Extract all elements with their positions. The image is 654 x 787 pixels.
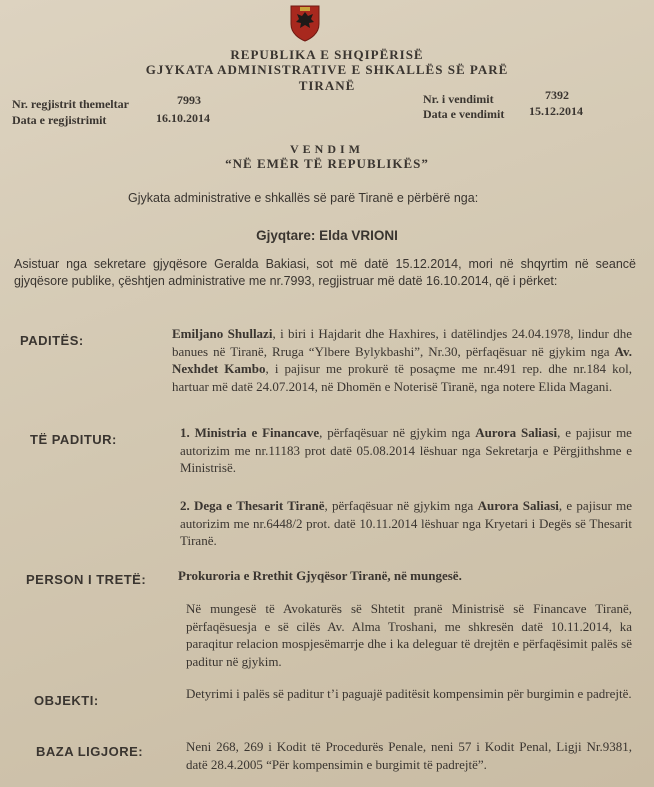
composition-line: Gjykata administrative e shkallës së parë Tiranë e përbërë nga: bbox=[128, 191, 479, 205]
decision-number-value: 7392 bbox=[545, 88, 569, 102]
third-party-label: PERSON I TRETË: bbox=[26, 572, 147, 587]
plaintiff-name: Emiljano Shullazi bbox=[172, 326, 273, 341]
legal-basis-text: Neni 268, 269 i Kodit të Procedurës Penale, neni 57 i Kodit Penal, Ligji Nr.9381, datë 28.4.2005 “Për kompensimin e burgimit të padrejtë”. bbox=[186, 739, 632, 772]
defendant-1-representative: Aurora Saliasi bbox=[475, 425, 558, 440]
registry-number-value: 7993 bbox=[177, 93, 201, 107]
decision-number-label: Nr. i vendimit bbox=[423, 92, 494, 106]
defendant-1-text-2: , e pajisur me autorizim me nr.11183 prot datë 05.08.2014 lëshuar nga Sekretarja e Përgjithshme e Ministrisë. bbox=[180, 425, 632, 475]
third-party-text: Në mungesë të Avokaturës së Shtetit pranë Ministrisë së Financave Tiranë, përfaqësuesja e së cilës Av. Alma Troshani, me shkresën datë 10.11.2014, ka paraqitur relacion mospjesëmarrje dhe i ka deleguar të drejtën e përfaqësimit palës së paditur në gjykim. bbox=[186, 601, 632, 669]
decision-title: VENDIM bbox=[290, 142, 364, 156]
defendant-1-name: 1. Ministria e Financave bbox=[180, 425, 320, 440]
defendant-2-representative: Aurora Saliasi bbox=[477, 498, 559, 513]
court-city: TIRANË bbox=[298, 78, 356, 93]
defendants-label: TË PADITUR: bbox=[30, 432, 117, 447]
decision-subtitle: “NË EMËR TË REPUBLIKËS” bbox=[225, 156, 429, 171]
plaintiff-block bbox=[172, 325, 632, 395]
plaintiff-label: PADITËS: bbox=[20, 333, 84, 348]
defendant-2-name: 2. Dega e Thesarit Tiranë bbox=[180, 498, 325, 513]
republic-title: REPUBLIKA E SHQIPËRISË bbox=[230, 47, 424, 62]
judge-line: Gjyqtare: Elda VRIONI bbox=[256, 228, 398, 243]
decision-date-value: 15.12.2014 bbox=[529, 104, 583, 118]
defendant-2-block bbox=[180, 497, 632, 550]
plaintiff-text: , i biri i Hajdarit dhe Haxhires, i datëlindjes 24.04.1978, lindur dhe banues në Tiranë, Rruga “Ylbere Bylykbashi”, Nr.30, përfaqësuar në gjykim nga bbox=[172, 326, 633, 359]
plaintiff-text-2: , i pajisur me prokurë të posaçme me nr.491 rep. dhe nr.184 kol, hartuar më datë 24.07.2014, në Dhomën e Noterisë Tiranë, nga notere Elida Magani. bbox=[172, 361, 632, 394]
registry-date-value: 16.10.2014 bbox=[156, 111, 210, 125]
intro-paragraph: Asistuar nga sekretare gjyqësore Geralda Bakiasi, sot më datë 15.12.2014, mori në shqyrtim në seancë gjyqësore publike, çështjen administrative me nr.7993, regjistruar më datë 16.10.2014, që i përket: bbox=[14, 257, 636, 288]
defendant-1-block bbox=[180, 424, 632, 477]
registry-date-label: Data e regjistrimit bbox=[12, 113, 107, 127]
court-name: GJYKATA ADMINISTRATIVE E SHKALLËS SË PARË bbox=[145, 62, 509, 77]
defendant-2-text: , përfaqësuar në gjykim nga bbox=[324, 498, 478, 513]
third-party-heading: Prokuroria e Rrethit Gjyqësor Tiranë, në mungesë. bbox=[178, 568, 462, 583]
registry-number-label: Nr. regjistrit themeltar bbox=[12, 97, 129, 111]
object-label: OBJEKTI: bbox=[34, 693, 99, 708]
coat-of-arms-icon bbox=[288, 4, 322, 42]
object-text: Detyrimi i palës së paditur t’i paguajë paditësit kompensimin për burgimin e padrejtë. bbox=[186, 686, 632, 701]
defendant-1-text: , përfaqësuar në gjykim nga bbox=[319, 425, 476, 440]
plaintiff-lawyer: Av. Nexhdet Kambo bbox=[172, 343, 632, 376]
defendant-2-text-2: , e pajisur me autorizim me nr.6448/2 prot. datë 10.11.2014 lëshuar nga Kryetari i Degës së Thesarit Tiranë. bbox=[180, 498, 632, 548]
legal-basis-label: BAZA LIGJORE: bbox=[36, 744, 144, 759]
decision-date-label: Data e vendimit bbox=[423, 107, 505, 121]
